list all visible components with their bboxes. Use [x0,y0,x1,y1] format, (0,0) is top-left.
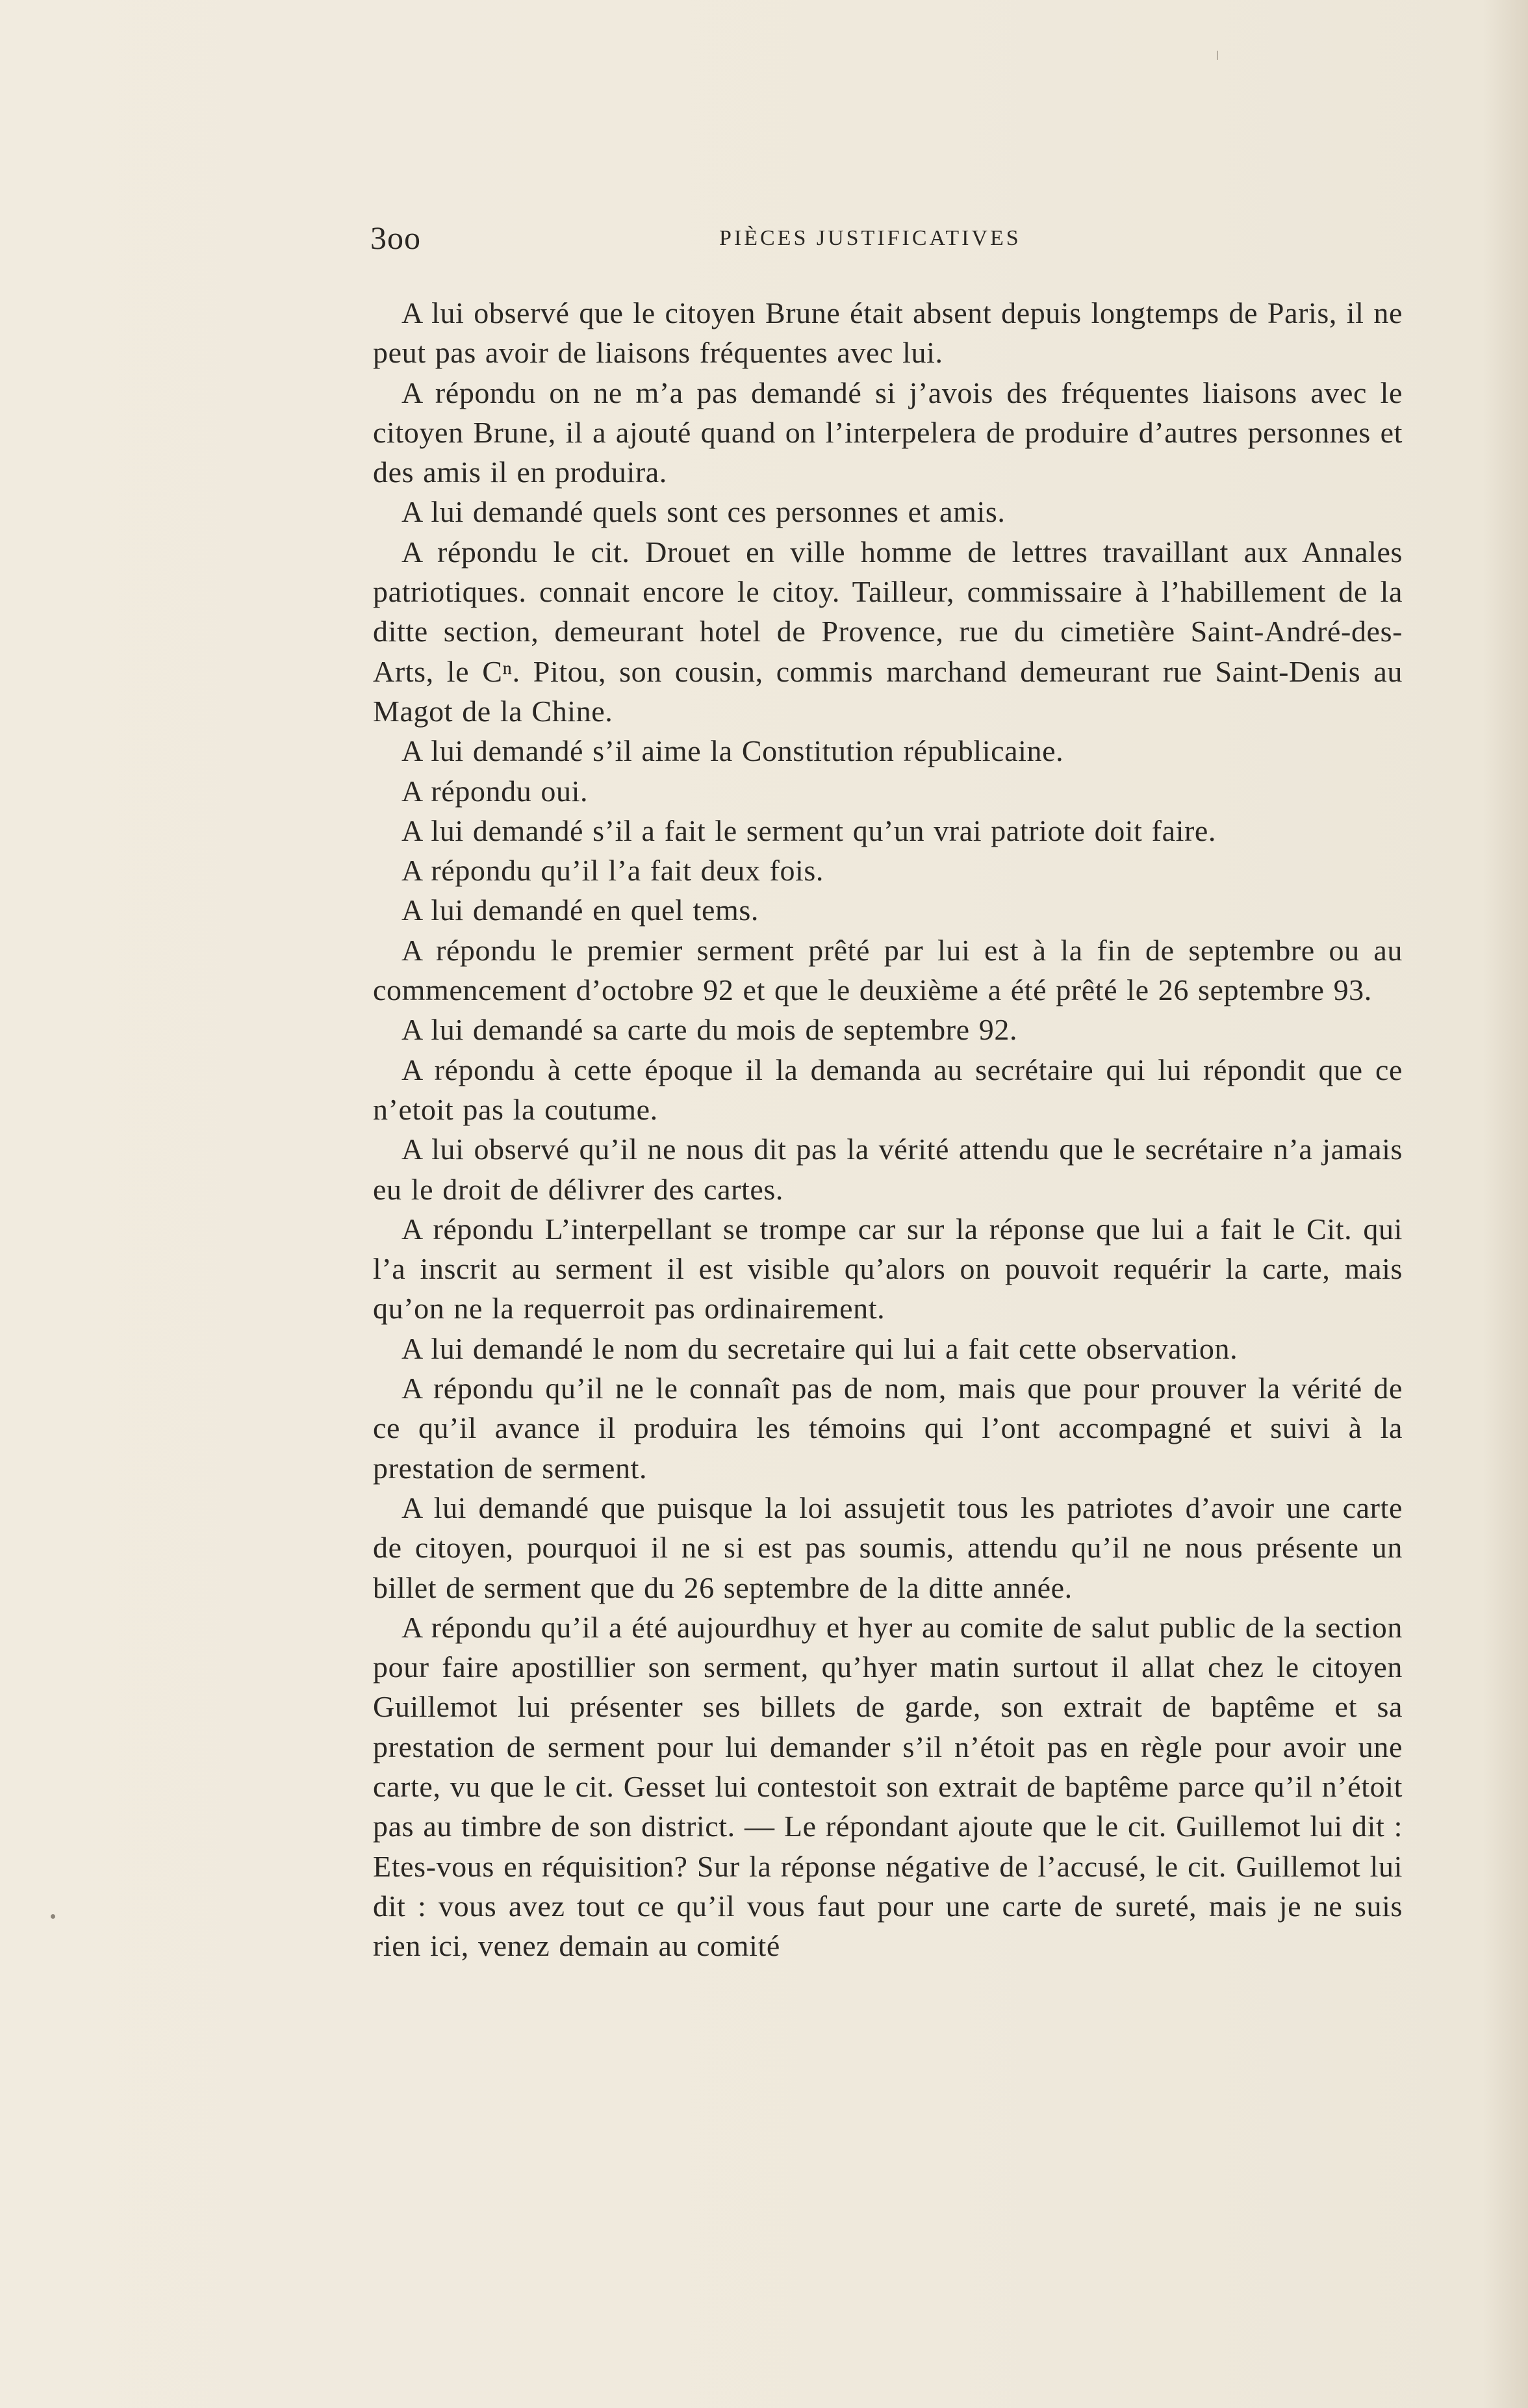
paragraph: A répondu le cit. Drouet en ville homme de lettres travaillant aux Annales patriotiques. connait encore le citoy. Tailleur, commissaire à l’habillement de la ditte section, demeurant hotel de Provence, rue du cimetière Saint-André-des-Arts, le Cⁿ. Pitou, son cousin, commis marchand demeurant rue Saint-Denis au Magot de la Chine. [373,535,1403,728]
page-edge-shadow [1483,0,1528,2408]
paragraph: A lui demandé quels sont ces personnes et amis. [401,495,1006,529]
paragraph: A répondu qu’il a été aujourdhuy et hyer au comite de salut public de la section pour faire apostillier son serment, qu’hyer matin surtout il allat chez le citoyen Guillemot lui présenter ses billets de garde, son extrait de baptême et sa prestation de serment pour lui demander s’il n’étoit pas en règle pour avoir une carte, vu que le cit. Gesset lui contestoit son extrait de baptême parce qu’il n’étoit pas au timbre de son district. — Le répondant ajoute que le cit. Guillemot lui dit : Etes-vous en réquisition? Sur la réponse négative de l’accusé, le cit. Guillemot lui dit : vous avez tout ce qu’il vous faut pour une carte de sureté, mais je ne suis rien ici, venez demain au comité [373,1610,1403,1963]
paragraph: A répondu oui. [401,774,589,808]
page-number: 3oo [370,220,421,256]
paragraph: A lui demandé s’il a fait le serment qu’un vrai patriote doit faire. [401,813,1217,847]
paragraph: A lui demandé en quel tems. [401,893,759,927]
margin-speck [51,1914,55,1919]
paragraph: A lui demandé que puisque la loi assujetit tous les patriotes d’avoir une carte de citoyen, pourquoi il ne si est pas soumis, attendu qu’il ne nous présente un billet de serment que du 26 septembre de la ditte année. [373,1491,1403,1604]
body-text [373,293,1403,1966]
paragraph: A lui observé que le citoyen Brune était absent depuis longtemps de Paris, il ne peut pas avoir de liaisons fréquentes avec lui. [373,296,1403,370]
paragraph: A lui demandé le nom du secretaire qui lui a fait cette observation. [401,1331,1238,1365]
running-title: PIÈCES JUSTIFICATIVES [719,226,1021,250]
paragraph: A répondu L’interpellant se trompe car sur la réponse que lui a fait le Cit. qui l’a inscrit au serment il est visible qu’alors on pouvoit requérir la carte, mais qu’on ne la requerroit pas ordinairement. [373,1212,1403,1326]
paragraph: A répondu qu’il l’a fait deux fois. [401,854,824,888]
paragraph: A répondu qu’il ne le connaît pas de nom, mais que pour prouver la vérité de ce qu’il avance il produira les témoins qui l’ont accompagné et suivi à la prestation de serment. [373,1372,1403,1485]
page-header [370,218,1410,257]
paragraph: A répondu le premier serment prêté par lui est à la fin de septembre ou au commencement d’octobre 92 et que le deuxième a été prêté le 26 septembre 93. [373,933,1403,1007]
scan-mark [1217,51,1218,60]
paragraph: A lui demandé s’il aime la Constitution républicaine. [401,734,1064,768]
paragraph: A lui observé qu’il ne nous dit pas la vérité attendu que le secrétaire n’a jamais eu le droit de délivrer des cartes. [373,1133,1403,1206]
paragraph: A répondu à cette époque il la demanda au secrétaire qui lui répondit que ce n’etoit pas la coutume. [373,1053,1403,1126]
paragraph: A lui demandé sa carte du mois de septembre 92. [401,1013,1018,1047]
paragraph: A répondu on ne m’a pas demandé si j’avois des fréquentes liaisons avec le citoyen Brune, il a ajouté quand on l’interpelera de produire d’autres personnes et des amis il en produira. [373,376,1403,489]
